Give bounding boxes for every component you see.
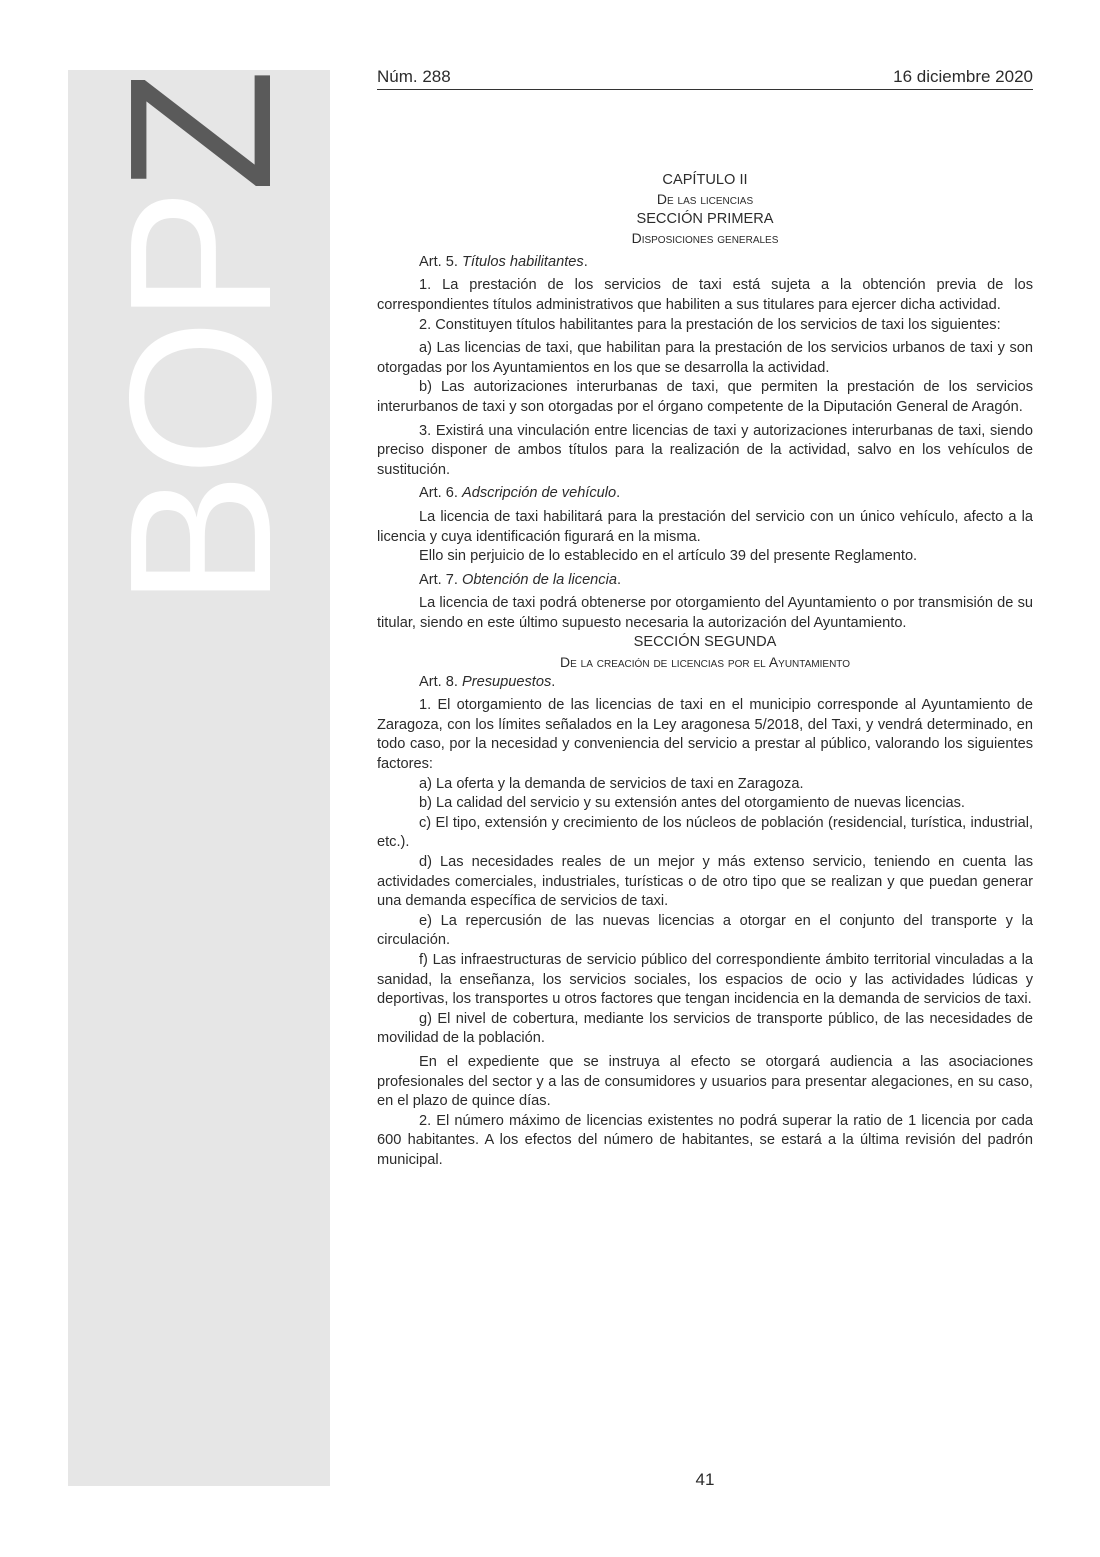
article-heading: Art. 8. Presupuestos. bbox=[419, 673, 556, 690]
paragraph: b) La calidad del servicio y su extensión antes del otorgamiento de nuevas licencias. bbox=[419, 795, 965, 812]
paragraph: f) Las infraestructuras de servicio público del correspondiente ámbito territorial vinculadas a la sanidad, la enseñanza, los servicios sociales, los espacios de ocio y las actividades lúdicas y deportivas, los transportes u otros factores que tengan incidencia en la demanda de servicios de taxi. bbox=[377, 951, 1033, 1008]
issue-number: Núm. 288 bbox=[377, 67, 451, 86]
paragraph: La licencia de taxi podrá obtenerse por otorgamiento del Ayuntamiento o por transmisión de su titular, siendo en este último supuesto necesaria la autorización del Ayuntamiento. bbox=[377, 595, 1033, 631]
paragraph: 1. La prestación de los servicios de taxi está sujeta a la obtención previa de los correspondientes títulos administrativos que habiliten a sus titulares para ejercer dicha actividad. bbox=[377, 277, 1033, 313]
issue-date: 16 diciembre 2020 bbox=[893, 67, 1033, 86]
paragraph: 1. El otorgamiento de las licencias de taxi en el municipio corresponde al Ayuntamiento de Zaragoza, con los límites señalados en la Ley aragonesa 5/2018, del Taxi, y vendrá determinado, en todo caso, por la necesidad y conveniencia del servicio a prestar al público, valorando los siguientes factores: bbox=[377, 697, 1033, 773]
article-heading: Art. 7. Obtención de la licencia. bbox=[419, 571, 622, 588]
paragraph: c) El tipo, extensión y crecimiento de los núcleos de población (residencial, turística, industrial, etc.). bbox=[377, 814, 1033, 851]
paragraph: g) El nivel de cobertura, mediante los servicios de transporte público, de las necesidades de movilidad de la población. bbox=[377, 1010, 1033, 1047]
logo-last-letter: Z bbox=[87, 73, 313, 193]
paragraph: a) La oferta y la demanda de servicios de taxi en Zaragoza. bbox=[419, 775, 804, 792]
logo-main: BOP bbox=[87, 192, 313, 607]
section-subtitle: De la creación de licencias por el Ayuntamiento bbox=[559, 654, 851, 671]
paragraph: 2. Constituyen títulos habilitantes para la prestación de los servicios de taxi los siguientes: bbox=[419, 316, 1001, 333]
paragraph: La licencia de taxi habilitará para la prestación del servicio con un único vehículo, afecto a la licencia y cuya identificación figurará en la misma. bbox=[377, 508, 1033, 545]
page-number: 41 bbox=[695, 1470, 715, 1489]
paragraph: 3. Existirá una vinculación entre licencias de taxi y autorizaciones interurbanas de taxi, siendo preciso disponer de ambos títulos para la realización de la actividad, salvo en los vehículos de sustitución. bbox=[377, 422, 1033, 478]
paragraph: b) Las autorizaciones interurbanas de taxi, que permiten la prestación de los servicios interurbanos de taxi y son otorgadas por el órgano competente de la Diputación General de Aragón. bbox=[377, 379, 1033, 415]
section-title: SECCIÓN PRIMERA bbox=[636, 210, 774, 227]
article-title: Adscripción de vehículo bbox=[462, 485, 617, 502]
paragraph: d) Las necesidades reales de un mejor y más extenso servicio, teniendo en cuenta las actividades comerciales, industriales, turísticas o de otro tipo que se realizan y que puedan generar una demanda específica de servicios de taxi. bbox=[377, 854, 1033, 910]
section-subtitle: Disposiciones generales bbox=[631, 230, 779, 247]
page-header bbox=[377, 66, 1033, 90]
article-title: Títulos habilitantes bbox=[462, 253, 584, 270]
article-title: Obtención de la licencia bbox=[462, 571, 617, 588]
article-heading: Art. 5. Títulos habilitantes. bbox=[419, 253, 588, 270]
paragraph: e) La repercusión de las nuevas licencias a otorgar en el conjunto del transporte y la circulación. bbox=[377, 912, 1033, 949]
paragraph: a) Las licencias de taxi, que habilitan para la prestación de los servicios urbanos de taxi y son otorgadas por los Ayuntamientos en los que se desarrolla la actividad. bbox=[377, 340, 1033, 376]
paragraph: 2. El número máximo de licencias existentes no podrá superar la ratio de 1 licencia por cada 600 habitantes. A los efectos del número de habitantes, se estará a la última revisión del padrón municipal. bbox=[377, 1112, 1033, 1168]
section-title: SECCIÓN SEGUNDA bbox=[633, 634, 777, 651]
document-body bbox=[377, 170, 1033, 1171]
chapter-title: CAPÍTULO II bbox=[662, 172, 748, 188]
paragraph: Ello sin perjuicio de lo establecido en el artículo 39 del presente Reglamento. bbox=[419, 548, 918, 565]
paragraph: En el expediente que se instruya al efecto se otorgará audiencia a las asociaciones profesionales del sector y a las de consumidores y usuarios para presentar alegaciones, en su caso, en el plazo de quince días. bbox=[377, 1053, 1033, 1110]
article-title: Presupuestos bbox=[462, 673, 552, 690]
article-heading: Art. 6. Adscripción de vehículo. bbox=[419, 485, 621, 502]
chapter-subtitle: De las licencias bbox=[656, 191, 754, 207]
